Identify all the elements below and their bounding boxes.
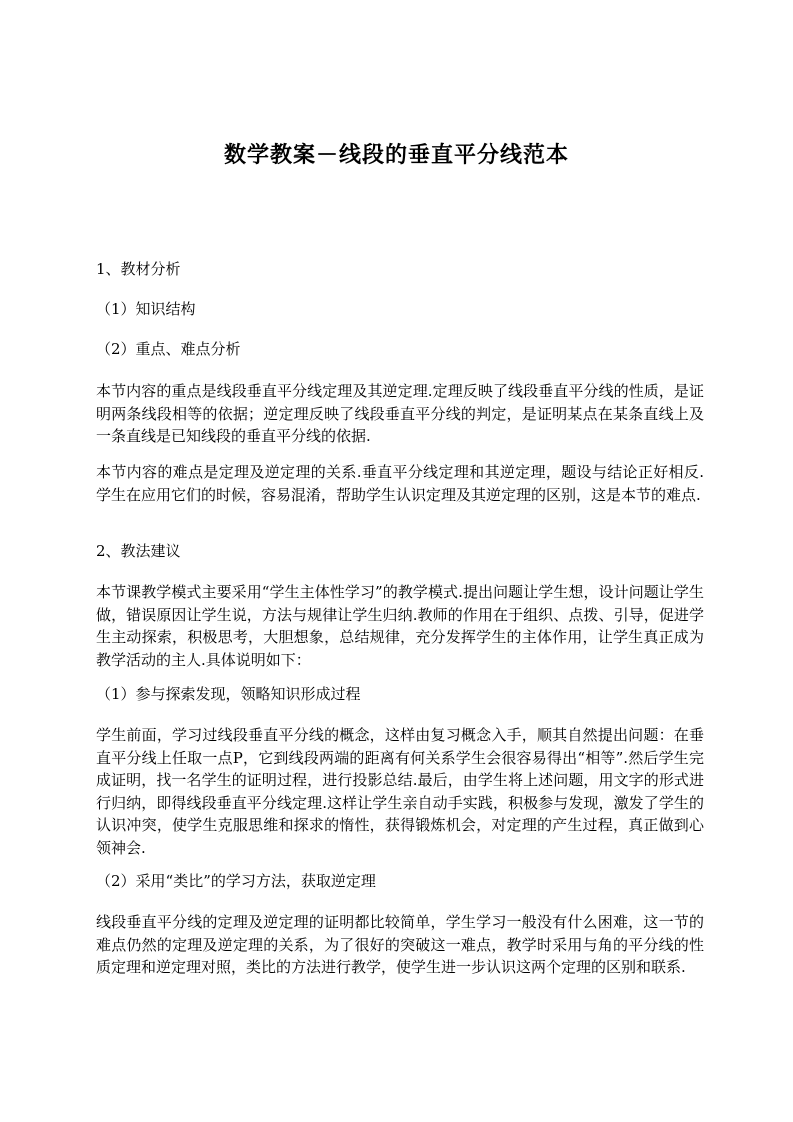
paragraph-analogy-method: 线段垂直平分线的定理及逆定理的证明都比较简单，学生学习一般没有什么困难，这一节的难点仍然的定理及逆定理的关系，为了很好的突破这一难点，教学时采用与角的平分线的性质定理和逆定理对照，类比的方法进行教学，使学生进一步认识这两个定理的区别和联系.: [96, 913, 704, 976]
paragraph-explore-discover: 学生前面，学习过线段垂直平分线的概念，这样由复习概念入手，顺其自然提出问题：在垂直平分线上任取一点P，它到线段两端的距离有何关系学生会很容易得出“相等”.然后学生完成证明，找一名学生的证明过程，进行投影总结.最后，由学生将上述问题，用文字的形式进行归纳，即得线段垂直平分线定理.这样让学生亲自动手实践，积极参与发现，激发了学生的认识冲突，使学生克服思维和探求的惰性，获得锻炼机会，对定理的产生过程，真正做到心领神会.: [96, 726, 704, 857]
document-title: 数学教案－线段的垂直平分线范本: [223, 143, 569, 168]
section-heading-textbook-analysis: 1、教材分析: [96, 260, 181, 278]
paragraph-key-points: 本节内容的重点是线段垂直平分线定理及其逆定理.定理反映了线段垂直平分线的性质，是证明两条线段相等的依据；逆定理反映了线段垂直平分线的判定，是证明某点在某条直线上及一条直线是已知线段的垂直平分线的依据.: [96, 382, 704, 445]
subheading-analogy-method: （2）采用“类比”的学习方法，获取逆定理: [96, 872, 376, 890]
paragraph-difficult-points: 本节内容的难点是定理及逆定理的关系.垂直平分线定理和其逆定理，题设与结论正好相反.学生在应用它们的时候，容易混淆，帮助学生认识定理及其逆定理的区别，这是本节的难点.: [96, 463, 704, 504]
paragraph-teaching-mode: 本节课教学模式主要采用“学生主体性学习”的教学模式.提出问题让学生想，设计问题让学生做，错误原因让学生说，方法与规律让学生归纳.教师的作用在于组织、点拨、引导，促进学生主动探索，积极思考，大胆想象，总结规律，充分发挥学生的主体作用，让学生真正成为教学活动的主人.具体说明如下：: [96, 583, 704, 669]
subheading-key-difficult-points: （2）重点、难点分析: [96, 340, 241, 358]
section-heading-teaching-suggestions: 2、教法建议: [96, 542, 181, 560]
subheading-knowledge-structure: （1）知识结构: [96, 300, 196, 318]
subheading-explore-discover: （1）参与探索发现，领略知识形成过程: [96, 685, 361, 703]
